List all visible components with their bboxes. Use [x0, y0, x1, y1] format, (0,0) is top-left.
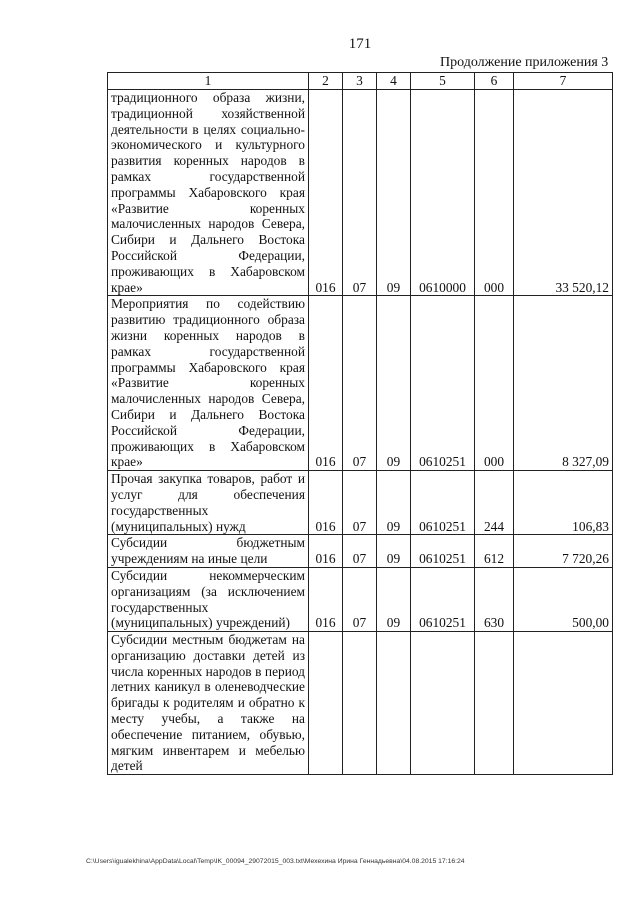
- row-description: традиционного образа жизни, традиционной хозяйственной деятельности в целях социально-экономического и культурного развития коренных народов в рамках государственной программы Хабаровского края «Развитие коренных малочисленных народов Севера, Сибири и Дальнего Востока Российской Федерации, проживающих в Хабаровском крае»: [108, 90, 309, 296]
- row-description: Субсидии бюджетным учреждениям на иные цели: [108, 535, 309, 568]
- column-header: 5: [411, 73, 475, 90]
- expense-type-code: 000: [475, 90, 514, 296]
- ministry-code: 016: [309, 296, 343, 471]
- target-article-code: 0610000: [411, 90, 475, 296]
- subsection-code: 09: [377, 90, 411, 296]
- expense-type-code: 000: [475, 296, 514, 471]
- section-code: 07: [343, 471, 377, 535]
- table-row: [108, 632, 613, 775]
- amount: 8 327,09: [514, 296, 613, 471]
- row-description: Субсидии местным бюджетам на организацию доставки детей из числа коренных народов в период летних каникул в оленеводческие бригады к родителям и обратно к месту учебы, а также на обеспечение питанием, обувью, мягким инвентарем и мебелью детей: [108, 632, 309, 775]
- column-header: 3: [343, 73, 377, 90]
- expense-type-code: 244: [475, 471, 514, 535]
- table-row: [108, 567, 613, 631]
- section-code: 07: [343, 535, 377, 568]
- column-header: 4: [377, 73, 411, 90]
- table-row: [108, 296, 613, 471]
- subsection-code: [377, 632, 411, 775]
- expense-type-code: [475, 632, 514, 775]
- section-code: 07: [343, 90, 377, 296]
- target-article-code: 0610251: [411, 296, 475, 471]
- amount: 106,83: [514, 471, 613, 535]
- row-description: Прочая закупка товаров, работ и услуг для обеспечения государственных (муниципальных) нужд: [108, 471, 309, 535]
- page-number: 171: [348, 36, 372, 52]
- column-header: 2: [309, 73, 343, 90]
- amount: [514, 632, 613, 775]
- amount: 500,00: [514, 567, 613, 631]
- ministry-code: [309, 632, 343, 775]
- subsection-code: 09: [377, 535, 411, 568]
- footer-file-path: C:\Users\igualekhina\AppData\Local\Temp\IK_00094_29072015_003.txt\Мехехина Ирина Геннадьевна\04.08.2015 17:16:24: [86, 858, 465, 865]
- row-description: Субсидии некоммерческим организациям (за исключением государственных (муниципальных) учреждений): [108, 567, 309, 631]
- target-article-code: 0610251: [411, 535, 475, 568]
- amount: 33 520,12: [514, 90, 613, 296]
- section-code: 07: [343, 567, 377, 631]
- row-description: Мероприятия по содействию развитию традиционного образа жизни коренных народов в рамках государственной программы Хабаровского края «Развитие коренных малочисленных народов Севера, Сибири и Дальнего Востока Российской Федерации, проживающих в Хабаровском крае»: [108, 296, 309, 471]
- ministry-code: 016: [309, 535, 343, 568]
- table-row: [108, 471, 613, 535]
- ministry-code: 016: [309, 471, 343, 535]
- column-header: 1: [108, 73, 309, 90]
- amount: 7 720,26: [514, 535, 613, 568]
- table-row: [108, 90, 613, 296]
- continuation-label: Продолжение приложения 3: [440, 55, 609, 70]
- target-article-code: [411, 632, 475, 775]
- column-header: 7: [514, 73, 613, 90]
- table-row: [108, 535, 613, 568]
- subsection-code: 09: [377, 567, 411, 631]
- ministry-code: 016: [309, 567, 343, 631]
- column-header: 6: [475, 73, 514, 90]
- expense-type-code: 630: [475, 567, 514, 631]
- subsection-code: 09: [377, 296, 411, 471]
- expense-type-code: 612: [475, 535, 514, 568]
- target-article-code: 0610251: [411, 567, 475, 631]
- header-row: [108, 73, 613, 90]
- ministry-code: 016: [309, 90, 343, 296]
- target-article-code: 0610251: [411, 471, 475, 535]
- subsection-code: 09: [377, 471, 411, 535]
- budget-table: [107, 72, 613, 775]
- section-code: 07: [343, 296, 377, 471]
- section-code: [343, 632, 377, 775]
